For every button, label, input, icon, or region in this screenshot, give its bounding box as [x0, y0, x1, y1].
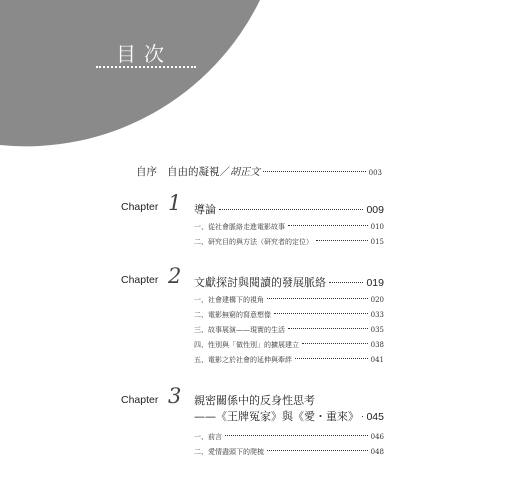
chapter-3-subtitle-entry[interactable]	[194, 408, 384, 424]
preface-title: 自由的凝視／	[167, 166, 230, 178]
chapter-2-section-4[interactable]	[194, 340, 384, 350]
section-page: 015	[370, 238, 384, 246]
chapter-1-title: 導論	[194, 203, 216, 216]
section-page: 046	[370, 433, 384, 441]
chapter-2-title: 文獻探討與閱讀的發展脈絡	[194, 276, 326, 289]
section-page: 020	[370, 296, 384, 304]
chapter-1-number: 1	[168, 191, 182, 215]
chapter-2-section-3[interactable]	[194, 325, 384, 335]
chapter-1-section-2[interactable]	[194, 237, 384, 247]
chapter-2-section-5[interactable]	[194, 355, 384, 365]
title-dotted-rule	[96, 66, 196, 68]
chapter-1-word: Chapter	[121, 201, 159, 213]
preface-entry[interactable]	[136, 163, 382, 179]
chapter-1-section-1[interactable]	[194, 222, 384, 232]
toc-title: 目次	[116, 42, 172, 66]
section-page: 041	[370, 356, 384, 364]
chapter-2-section-2[interactable]	[194, 310, 384, 320]
section-page: 038	[370, 341, 384, 349]
chapter-1-entry[interactable]	[194, 201, 384, 217]
leader-dots	[362, 416, 363, 417]
chapter-2-entry[interactable]	[194, 274, 384, 290]
leader-dots	[302, 343, 368, 344]
section-title: 二、研究目的與方法（研究者的定位）	[194, 238, 313, 246]
section-title: 二、電影無窮的寫意想像	[194, 311, 271, 319]
leader-dots	[274, 313, 368, 314]
preface-author: 胡正文	[230, 167, 260, 178]
chapter-3-word: Chapter	[121, 394, 159, 406]
chapter-3-number: 3	[168, 384, 182, 408]
chapter-3-section-1[interactable]	[194, 432, 384, 442]
chapter-3-title: 親密關係中的反身性思考	[194, 394, 315, 407]
leader-dots	[295, 358, 368, 359]
leader-dots	[267, 450, 368, 451]
section-page: 048	[370, 448, 384, 456]
chapter-2-page: 019	[366, 277, 384, 289]
leader-dots	[219, 209, 363, 210]
leader-dots	[225, 435, 368, 436]
section-title: 一、社會建構下的視角	[194, 296, 264, 304]
section-title: 五、電影之於社會的延伸與牽絆	[194, 356, 292, 364]
section-page: 033	[370, 311, 384, 319]
leader-dots	[263, 171, 366, 172]
leader-dots	[316, 240, 368, 241]
section-page: 035	[370, 326, 384, 334]
section-page: 010	[370, 223, 384, 231]
leader-dots	[329, 282, 363, 283]
leader-dots	[267, 298, 368, 299]
section-title: 三、故事展演——現實的生活	[194, 326, 285, 334]
preface-page: 003	[368, 169, 382, 177]
chapter-2-word: Chapter	[121, 274, 159, 286]
leader-dots	[288, 225, 368, 226]
section-title: 四、性別與「做性別」的擴展建立	[194, 341, 299, 349]
section-title: 一、從社會脈絡走進電影故事	[194, 223, 285, 231]
chapter-2-section-1[interactable]	[194, 295, 384, 305]
chapter-3-subtitle: ——《王牌冤家》與《愛・重來》	[194, 410, 359, 423]
chapter-3-entry	[194, 392, 384, 408]
chapter-2-number: 2	[168, 264, 182, 288]
chapter-3-page: 045	[366, 411, 384, 423]
section-title: 二、愛情盡頭下的爬梳	[194, 448, 264, 456]
leader-dots	[288, 328, 368, 329]
section-title: 一、前言	[194, 433, 222, 441]
chapter-1-page: 009	[366, 204, 384, 216]
preface-label: 自序	[136, 166, 157, 178]
chapter-3-section-2[interactable]	[194, 447, 384, 457]
